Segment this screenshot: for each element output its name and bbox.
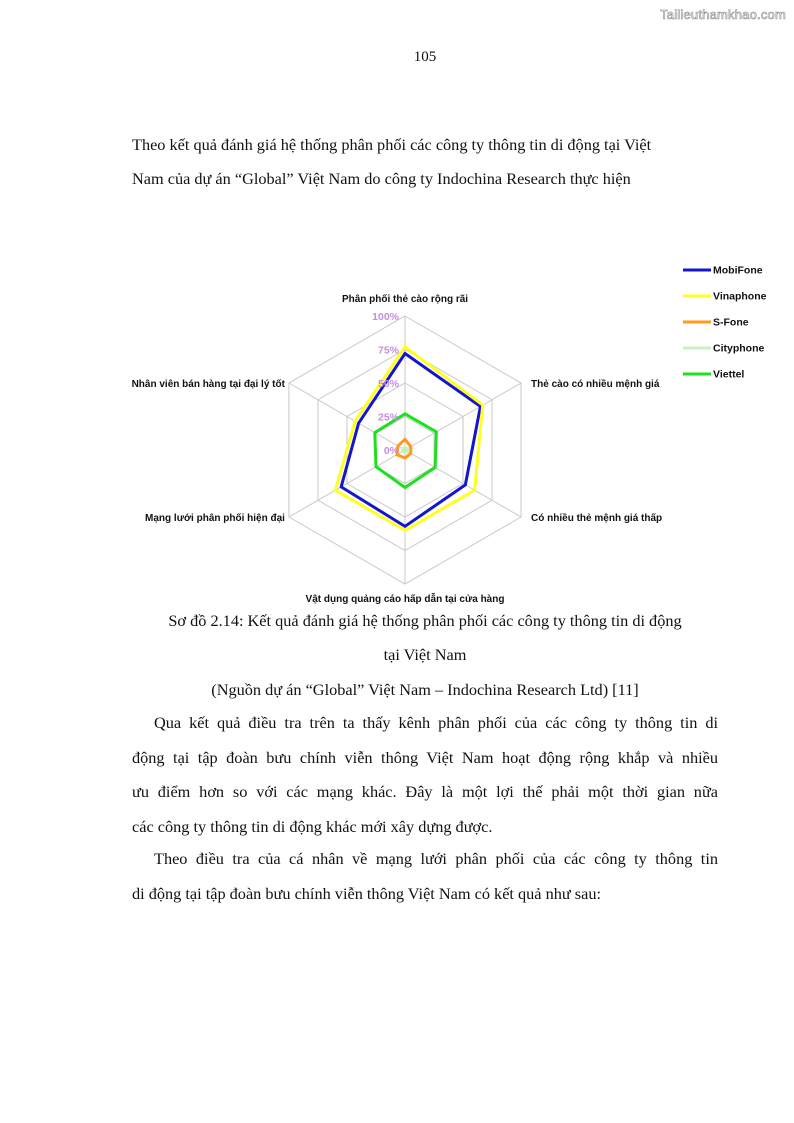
tick-label-4: 100% [372,311,399,323]
axis-label-0: Phân phối thẻ cào rộng rãi [341,294,469,305]
paragraph-1-line-4: các công ty thông tin di động khác mới xây dựng được. [132,816,493,836]
intro-paragraph [132,128,718,196]
axis-label-4: Mạng lưới phân phối hiện đại [145,513,285,524]
tick-label-0: 0% [383,445,399,457]
axis-label-5: Nhân viên bán hàng tại đại lý tốt [131,379,285,390]
legend-label-3: Cityphone [713,342,765,355]
figure-source: (Nguồn dự án “Global” Việt Nam – Indochina Research Ltd) [11] [211,680,639,699]
paragraph-2 [132,842,718,911]
axis-label-3: Vật dụng quảng cáo hấp dẫn tại cửa hàng [305,594,505,605]
radar-chart [100,250,790,610]
paragraph-2-line-2: di động tại tập đoàn bưu chính viễn thông Việt Nam có kết quả như sau: [132,883,601,903]
series-vinaphone [335,344,482,531]
paragraph-1-line-2: động tại tập đoàn bưu chính viễn thông Việt Nam hoạt động rộng khắp và nhiều [132,747,718,767]
watermark: Tailieuthamkhao.com [660,7,786,22]
chart-series [335,344,482,531]
legend-label-4: Viettel [713,368,745,381]
page-number: 105 [413,49,437,65]
figure-caption: Sơ đồ 2.14: Kết quả đánh giá hệ thống phân phối các công ty thông tin di động [168,611,682,630]
axis-label-2: Có nhiều thẻ mệnh giá thấp [531,513,663,524]
paragraph-1-line-3: ưu điểm hơn so với các mạng khác. Đây là một lợi thế phải một thời gian nữa [132,782,718,801]
axis-label-1: Thẻ cào có nhiều mệnh giá [531,379,660,390]
tick-label-2: 50% [377,378,399,390]
legend-label-2: S-Fone [713,316,749,329]
tick-label-3: 75% [377,344,399,357]
intro-line-2: Nam của dự án “Global” Việt Nam do công ty Indochina Research thực hiện [132,169,631,188]
legend-label-0: MobiFone [713,264,763,277]
paragraph-1 [132,706,718,844]
intro-line-1: Theo kết quả đánh giá hệ thống phân phối các công ty thông tin di động tại Việt [132,135,652,154]
figure-caption-cont: tại Việt Nam [383,645,467,664]
legend-label-1: Vinaphone [713,290,767,303]
chart-legend [683,265,767,381]
paragraph-1-line-1: Qua kết quả điều tra trên ta thấy kênh phân phối của các công ty thông tin di [154,713,718,732]
paragraph-2-line-1: Theo điều tra của cá nhân về mạng lưới phân phối của các công ty thông tin [154,849,718,868]
tick-label-1: 25% [377,411,399,424]
